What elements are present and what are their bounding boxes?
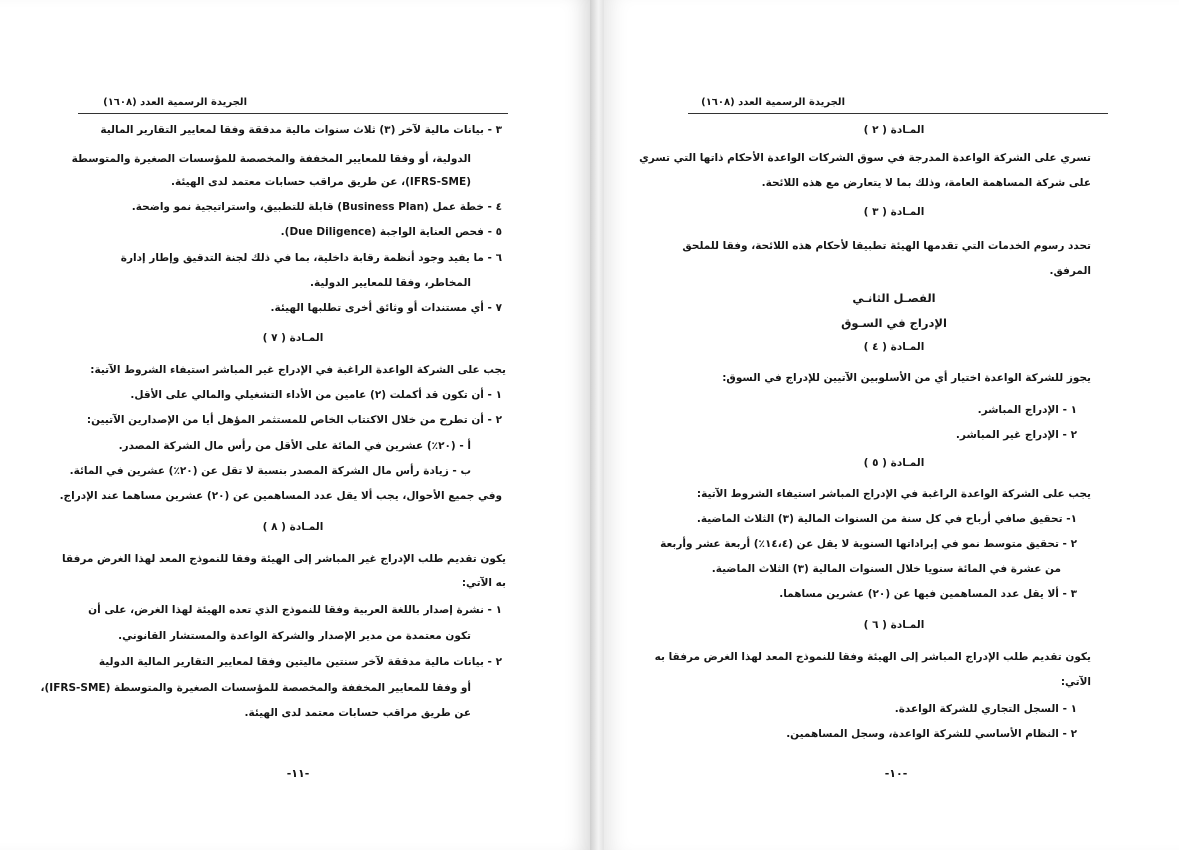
list-item: ٢ - النظام الأساسي للشركة الواعدة، وسجل المساهمين. bbox=[786, 728, 1077, 740]
list-item: المخاطر، وفقا للمعايير الدولية. bbox=[310, 277, 471, 289]
article-heading: المـادة ( ٣ ) bbox=[863, 206, 925, 218]
article-heading: المـادة ( ٨ ) bbox=[262, 521, 324, 533]
list-item: ١ - الإدراج المباشر. bbox=[977, 404, 1077, 416]
header-rule bbox=[78, 113, 508, 114]
running-header: الجريدة الرسمية العدد (١٦٠٨) bbox=[701, 97, 845, 108]
paragraph: يكون تقديم طلب الإدراج المباشر إلى الهيئة وفقا للنموذج المعد لهذا الغرض مرفقا به bbox=[654, 651, 1091, 663]
paragraph: تحدد رسوم الخدمات التي تقدمها الهيئة تطبيقا لأحكام هذه اللائحة، وفقا للملحق bbox=[682, 240, 1091, 252]
list-item: الدولية، أو وفقا للمعايير المخففة والمخصصة للمؤسسات الصغيرة والمتوسطة bbox=[71, 153, 471, 165]
paragraph: به الآتي: bbox=[461, 577, 506, 589]
page-ten bbox=[604, 0, 1179, 850]
page-number: -١١- bbox=[286, 767, 310, 780]
list-item: ٣ - بيانات مالية لآخر (٣) ثلاث سنوات مالية مدققة وفقا لمعايير التقارير المالية bbox=[100, 124, 502, 136]
list-item: ٥ - فحص العناية الواجبة (Due Diligence). bbox=[280, 226, 502, 238]
article-heading: المـادة ( ٥ ) bbox=[863, 457, 925, 469]
list-item: ٦ - ما يفيد وجود أنظمة رقابة داخلية، بما في ذلك لجنة التدقيق وإطار إدارة bbox=[120, 252, 502, 264]
list-item: ٣ - ألا يقل عدد المساهمين فيها عن (٢٠) عشرين مساهما. bbox=[779, 588, 1077, 600]
paragraph: يجب على الشركة الواعدة الراغبة في الإدراج المباشر استيفاء الشروط الآتية: bbox=[696, 488, 1091, 500]
list-item: ١- تحقيق صافي أرباح في كل سنة من السنوات المالية (٣) الثلاث الماضية. bbox=[696, 513, 1077, 525]
running-header: الجريدة الرسمية العدد (١٦٠٨) bbox=[103, 97, 247, 108]
paragraph: يجب على الشركة الواعدة الراغبة في الإدراج غير المباشر استيفاء الشروط الآتية: bbox=[90, 364, 506, 376]
paragraph: يجوز للشركة الواعدة اختيار أي من الأسلوبين الآتيين للإدراج في السوق: bbox=[722, 372, 1091, 384]
article-heading: المـادة ( ٦ ) bbox=[863, 619, 925, 631]
list-item: ١ - نشرة إصدار باللغة العربية وفقا للنموذج الذي تعده الهيئة لهذا الغرض، على أن bbox=[88, 604, 502, 616]
list-item: ب - زيادة رأس مال الشركة المصدر بنسبة لا تقل عن (٢٠٪) عشرين في المائة. bbox=[69, 465, 471, 477]
list-item: من عشرة في المائة سنويا خلال السنوات المالية (٣) الثلاث الماضية. bbox=[711, 563, 1061, 575]
chapter-subtitle: الإدراج في السـوق bbox=[841, 316, 947, 330]
list-item: ٢ - تحقيق متوسط نمو في إيراداتها السنوية لا يقل عن (١٤،٤٪) أربعة عشر وأربعة bbox=[660, 538, 1077, 550]
article-heading: المـادة ( ٢ ) bbox=[863, 124, 925, 136]
list-item: أو وفقا للمعايير المخففة والمخصصة للمؤسسات الصغيرة والمتوسطة (IFRS-SME)، bbox=[40, 682, 471, 694]
paragraph: الآتي: bbox=[1060, 676, 1091, 688]
list-item: (IFRS-SME)، عن طريق مراقب حسابات معتمد لدى الهيئة. bbox=[170, 176, 471, 188]
article-heading: المـادة ( ٤ ) bbox=[863, 341, 925, 353]
list-item: تكون معتمدة من مدير الإصدار والشركة الواعدة والمستشار القانوني. bbox=[118, 630, 471, 642]
list-item: ١ - السجل التجاري للشركة الواعدة. bbox=[894, 703, 1077, 715]
list-item: ٤ - خطة عمل (Business Plan) قابلة للتطبيق، واستراتيجية نمو واضحة. bbox=[131, 201, 502, 213]
paragraph: وفي جميع الأحوال، يجب ألا يقل عدد المساهمين عن (٢٠) عشرين مساهما عند الإدراج. bbox=[59, 490, 502, 502]
paragraph: المرفق. bbox=[1049, 265, 1091, 277]
paragraph: يكون تقديم طلب الإدراج غير المباشر إلى الهيئة وفقا للنموذج المعد لهذا الغرض مرفقا bbox=[61, 553, 506, 565]
list-item: ١ - أن تكون قد أكملت (٢) عامين من الأداء التشغيلي والمالي على الأقل. bbox=[130, 389, 502, 401]
paragraph: تسري على الشركة الواعدة المدرجة في سوق الشركات الواعدة الأحكام ذاتها التي تسري bbox=[639, 152, 1091, 164]
list-item: عن طريق مراقب حسابات معتمد لدى الهيئة. bbox=[244, 707, 471, 719]
header-rule bbox=[688, 113, 1108, 114]
list-item: ٢ - بيانات مالية مدققة لآخر سنتين ماليتين وفقا لمعايير التقارير المالية الدولية bbox=[98, 656, 502, 668]
list-item: ٢ - أن تطرح من خلال الاكتتاب الخاص للمستثمر المؤهل أيا من الإصدارين الآتيين: bbox=[86, 414, 502, 426]
list-item: ٢ - الإدراج غير المباشر. bbox=[955, 429, 1077, 441]
article-heading: المـادة ( ٧ ) bbox=[262, 332, 324, 344]
list-item: أ - (٢٠٪) عشرين في المائة على الأقل من رأس مال الشركة المصدر. bbox=[118, 440, 471, 452]
paragraph: على شركة المساهمة العامة، وذلك بما لا يتعارض مع هذه اللائحة. bbox=[761, 177, 1091, 189]
list-item: ٧ - أي مستندات أو وثائق أخرى تطلبها الهيئة. bbox=[270, 302, 502, 314]
page-number: -١٠- bbox=[884, 767, 908, 780]
chapter-title: الفصـل الثانـي bbox=[852, 291, 936, 305]
book-gutter bbox=[590, 0, 604, 850]
